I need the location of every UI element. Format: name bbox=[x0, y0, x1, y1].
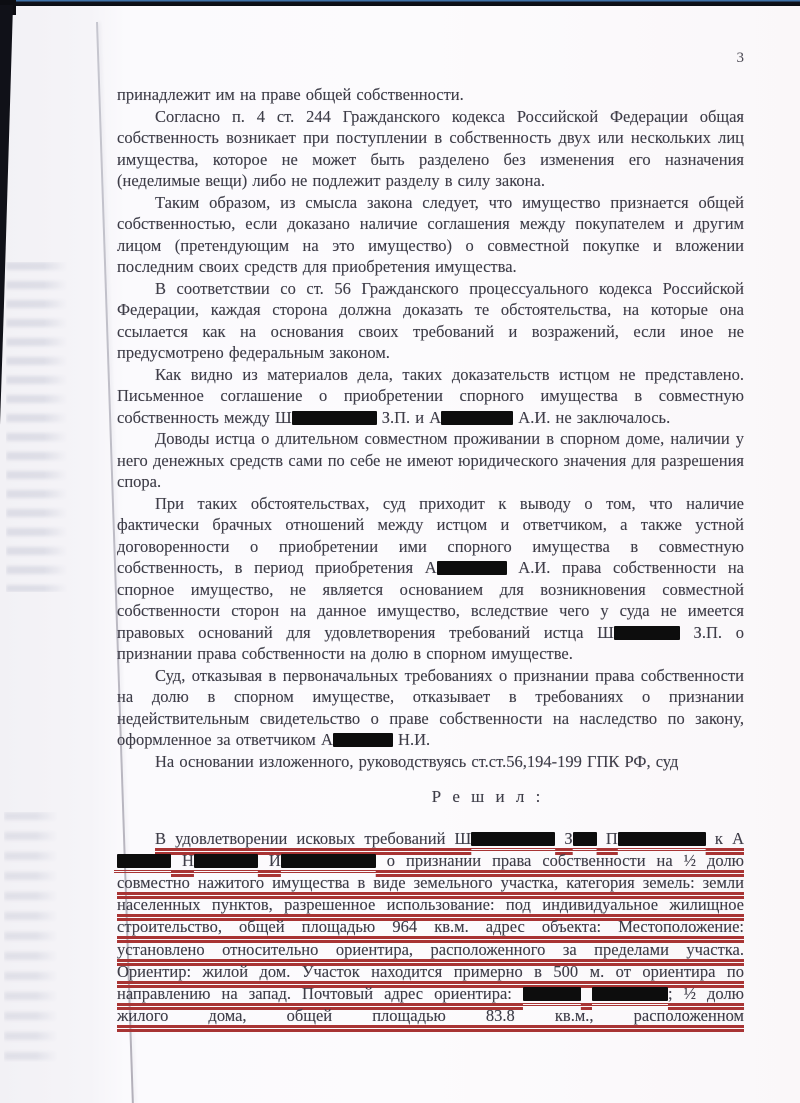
text-run: Согласно п. 4 ст. 244 Гражданского кодекса Российской Федерации общая собственность возникает при поступлении в собственность двух или нескольких лиц имущества, которое не может быть разделено без изменения его назначения (неделимые вещи) либо не подлежит разделу в силу закона. bbox=[117, 106, 744, 190]
paragraph bbox=[117, 84, 744, 106]
text-run bbox=[581, 984, 592, 1003]
text-run: З bbox=[555, 828, 573, 848]
text-run: З.П. о признании права собственности на долю в спорном имуществе. bbox=[117, 622, 744, 663]
text-run: А.И. права собственности на спорное имущество, не является основанием для возникновения совместной собственности сторон на данное имущество, вследствие чего у суда не имеется правовых оснований для удовлетворения требований истца Ш bbox=[117, 558, 744, 642]
paragraph bbox=[117, 364, 744, 429]
paragraph bbox=[117, 828, 744, 1028]
text-run: ; ½ долю жилого дома, общей площадью 83.8 кв.м., расположенном bbox=[117, 983, 745, 1026]
text-run: На основании изложенного, руководствуясь ст.ст.56,194-199 ГПК РФ, суд bbox=[155, 751, 679, 771]
redaction-box bbox=[194, 854, 258, 868]
document-body bbox=[117, 84, 744, 1027]
text-run: Таким образом, из смысла закона следует, что имущество признается общей собственностью, если доказано наличие соглашения между покупателем и другим лицом (претендующим на это имущество) о совместной покупке и вложении последним своих средств для приобретения имущества. bbox=[117, 192, 744, 276]
redaction-box bbox=[592, 987, 668, 1001]
ink-bleedthrough-lower bbox=[4, 812, 58, 1062]
paragraph bbox=[117, 751, 744, 773]
paragraph bbox=[117, 428, 744, 493]
paragraph bbox=[117, 493, 744, 665]
redaction-box bbox=[523, 987, 581, 1001]
paragraph bbox=[117, 106, 744, 192]
text-run: Суд, отказывая в первоначальных требованиях о признании права собственности на долю в спорном имуществе, отказывает в требованиях о признании недействительным свидетельство о праве собственности на наследство по закону, оформленное за ответчиком А bbox=[117, 665, 744, 749]
redaction-box bbox=[618, 832, 706, 846]
redaction-box bbox=[471, 832, 555, 846]
text-run: Доводы истца о длительном совместном проживании в спорном доме, наличии у него денежных средств сами по себе не имеют юридического значения для разрешения спора. bbox=[117, 429, 744, 491]
text-run: Н.И. bbox=[392, 730, 431, 749]
ruling-heading bbox=[174, 786, 800, 808]
redaction-box bbox=[437, 561, 507, 575]
redaction-box bbox=[573, 832, 597, 846]
redaction-box bbox=[117, 854, 171, 868]
text-run: И bbox=[257, 850, 281, 870]
redaction-box bbox=[292, 411, 377, 425]
ink-bleedthrough-upper bbox=[6, 262, 68, 592]
text-run: принадлежит им на праве общей собственности. bbox=[117, 85, 464, 104]
scan-top-edge-strip bbox=[0, 0, 800, 6]
text-run: Н bbox=[171, 850, 194, 870]
text-run: о признании права собственности на ½ долю совместно нажитого имущества в виде земельного участка, категория земель: земли населенных пунктов, разрешенное использование: под индивидуальное жилищное строительство, общей площадью 964 кв.м. адрес объекта: Местоположение: установлено относительно ориентира, расположенного за пределами участка. Ориентир: жилой дом. Участок находится примерно в 500 м. от ориентира по направлению на запад. Почтовый адрес ориентира: bbox=[117, 850, 744, 1003]
redaction-box bbox=[614, 626, 680, 640]
text-run: З.П. и А bbox=[376, 407, 442, 427]
text-run: Как видно из материалов дела, таких доказательств истцом не представлено. Письменное соглашение о приобретении спорного имущества в совместную собственность между Ш bbox=[117, 364, 744, 427]
page-number: 3 bbox=[736, 50, 744, 66]
paragraph bbox=[117, 278, 744, 364]
text-run: А.И. не заключалось. bbox=[513, 407, 671, 427]
text-run: В удовлетворении исковых требований Ш bbox=[155, 828, 472, 848]
text-run: Р е ш и л : bbox=[431, 787, 544, 806]
text-run: При таких обстоятельствах, суд приходит к выводу о том, что наличие фактически брачных отношений между истцом и ответчиком, а также устной договоренности о приобретении ими спорного имущества в совместную собственность, в период приобретения А bbox=[117, 493, 744, 577]
text-run: к А bbox=[705, 828, 744, 848]
paragraph bbox=[117, 192, 744, 278]
text-run: В соответствии со ст. 56 Гражданского процессуального кодекса Российской Федерации, каждая сторона должна доказать те обстоятельства, на которые она ссылается как на основания своих требований и возражений, если иное не предусмотрено федеральным законом. bbox=[117, 278, 744, 362]
redaction-box bbox=[441, 411, 513, 425]
text-run: П bbox=[596, 828, 618, 848]
redaction-box bbox=[333, 733, 393, 747]
paragraph bbox=[117, 665, 744, 751]
redaction-box bbox=[281, 854, 376, 868]
